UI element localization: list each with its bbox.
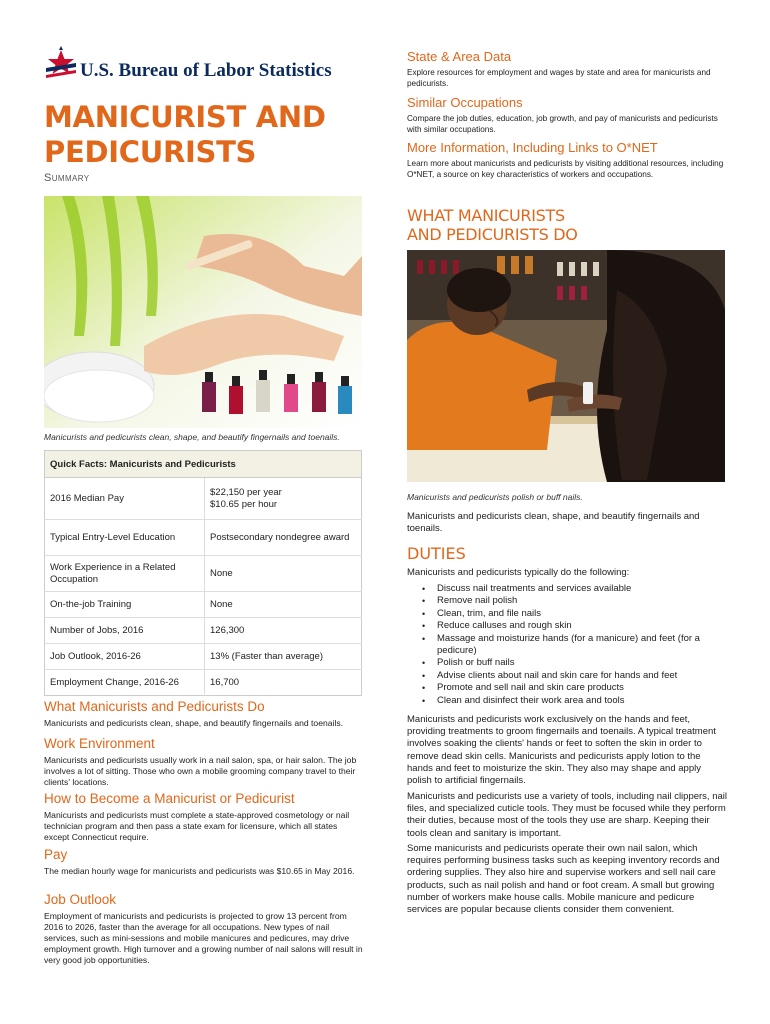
list-item: • Clean, trim, and file nails [424, 608, 729, 620]
fact-value: None [205, 592, 362, 618]
fact-value: 126,300 [205, 618, 362, 644]
quick-facts-title: Quick Facts: Manicurists and Pedicurists [45, 451, 362, 478]
section-job-outlook [44, 892, 364, 966]
list-item: • Advise clients about nail and skin care for hands and feet [424, 670, 729, 682]
table-row [45, 556, 362, 592]
section-text: The median hourly wage for manicurists and pedicurists was $10.65 in May 2016. [44, 866, 355, 876]
link-similar-occupations-title[interactable]: Similar Occupations [407, 95, 523, 110]
link-similar-occupations [407, 95, 727, 135]
section-pay [44, 847, 364, 877]
what-they-do-intro: Manicurists and pedicurists clean, shape, and beautify fingernails and toenails. [407, 511, 700, 534]
section-text: Manicurists and pedicurists usually work in a nail salon, spa, or hair salon. The job involves a lot of sitting. Those who own a mobile grooming company travel to their clients' locations. [44, 755, 357, 787]
page-title: MANICURIST AND PEDICURISTS [44, 100, 326, 169]
link-state-area-data [407, 49, 727, 89]
section-what-they-do [44, 699, 364, 729]
duties-lead: Manicurists and pedicurists typically do the following: [407, 567, 630, 578]
fact-label: Employment Change, 2016-26 [45, 670, 205, 696]
bls-logo[interactable] [44, 46, 354, 86]
table-row [45, 670, 362, 696]
list-item: • Discuss nail treatments and services available [424, 583, 729, 595]
fact-value: $22,150 per year $10.65 per hour [205, 478, 362, 520]
duties-paragraph: Manicurists and pedicurists work exclusively on the hands and feet, providing treatments to groom fingernails and toenails. A typical treatment involves soaking the clients' hands or feet to soften the skin in order to remove dead skin cells. Manicurists and pedicurists apply lotion to the hands and feet to moisturize the skin. They also may shape and apply polish to artificial fingernails. [407, 714, 716, 787]
table-row [45, 592, 362, 618]
section-text: Employment of manicurists and pedicurists is projected to grow 13 percent from 2016 to 2026, faster than the average for all occupations. New types of nail services, such as mini-sessions and mobile manicures and pedicures, may drive employment growth. High turnover and a growing number of nail salons will result in very good job opportunities. [44, 911, 363, 965]
table-row [45, 644, 362, 670]
fact-value: None [205, 556, 362, 592]
fact-label: Typical Entry-Level Education [45, 520, 205, 556]
link-more-information-title[interactable]: More Information, Including Links to O*NET [407, 140, 658, 155]
duties-heading: DUTIES [407, 544, 466, 563]
fact-value: Postsecondary nondegree award [205, 520, 362, 556]
link-state-area-data-title[interactable]: State & Area Data [407, 49, 512, 64]
page-subtitle: Summary [44, 172, 90, 184]
list-item: • Promote and sell nail and skin care products [424, 682, 729, 694]
fact-label: Work Experience in a Related Occupation [45, 556, 205, 592]
fact-label: 2016 Median Pay [45, 478, 205, 520]
photo-caption: Manicurists and pedicurists clean, shape, and beautify fingernails and toenails. [44, 432, 340, 442]
quick-facts-table [44, 450, 362, 696]
nail-salon-photo [407, 250, 725, 482]
list-item: • Reduce calluses and rough skin [424, 620, 729, 632]
list-item: • Remove nail polish [424, 595, 729, 607]
section-link-pay[interactable]: Pay [44, 847, 68, 862]
table-row [45, 520, 362, 556]
agency-name: U.S. Bureau of Labor Statistics [80, 60, 332, 81]
duties-paragraph: Manicurists and pedicurists use a variety of tools, including nail clippers, nail files, and specialized cuticle tools. They must be focused while they perform their duties, because most of the tools they use are sharp. Keeping their tools clean and sanitary is important. [407, 791, 727, 839]
section-link-how-to-become[interactable]: How to Become a Manicurist or Pedicurist [44, 791, 295, 806]
section-work-environment [44, 736, 364, 788]
section-link-job-outlook[interactable]: Job Outlook [44, 892, 117, 907]
list-item: • Clean and disinfect their work area and tools [424, 695, 729, 707]
table-row [45, 618, 362, 644]
section-how-to-become [44, 791, 364, 843]
list-item: • Massage and moisturize hands (for a manicure) and feet (for a pedicure) [424, 633, 729, 658]
link-more-information [407, 140, 727, 180]
link-text: Explore resources for employment and wages by state and area for manicurists and pedicurists. [407, 68, 711, 88]
list-item: • Polish or buff nails [424, 657, 729, 669]
bls-star-icon [44, 46, 78, 82]
duties-list [424, 583, 729, 707]
fact-label: On-the-job Training [45, 592, 205, 618]
fact-label: Number of Jobs, 2016 [45, 618, 205, 644]
link-text: Compare the job duties, education, job growth, and pay of manicurists and pedicurists with similar occupations. [407, 114, 718, 134]
fact-label: Job Outlook, 2016-26 [45, 644, 205, 670]
section-link-what-they-do[interactable]: What Manicurists and Pedicurists Do [44, 699, 265, 714]
manicure-photo [44, 196, 362, 428]
what-they-do-heading: WHAT MANICURISTS AND PEDICURISTS DO [407, 206, 578, 244]
link-text: Learn more about manicurists and pedicurists by visiting additional resources, including O*NET, a source on key characteristics of workers and occupations. [407, 159, 724, 179]
photo-caption: Manicurists and pedicurists polish or buff nails. [407, 492, 583, 502]
section-text: Manicurists and pedicurists clean, shape, and beautify fingernails and toenails. [44, 718, 344, 728]
fact-value: 13% (Faster than average) [205, 644, 362, 670]
table-row [45, 478, 362, 520]
fact-value: 16,700 [205, 670, 362, 696]
section-link-work-environment[interactable]: Work Environment [44, 736, 155, 751]
section-text: Manicurists and pedicurists must complete a state-approved cosmetology or nail technician program and then pass a state exam for licensure, which all states except Connecticut require. [44, 810, 350, 842]
duties-paragraph: Some manicurists and pedicurists operate their own nail salon, which requires performing business tasks such as keeping inventory records and ordering supplies. They also hire and supervise workers and sell nail care products, such as nail polish and hand or foot cream. A small but growing number of workers make house calls. Mobile manicure and pedicure services are popular because clients consider them convenient. [407, 843, 720, 916]
